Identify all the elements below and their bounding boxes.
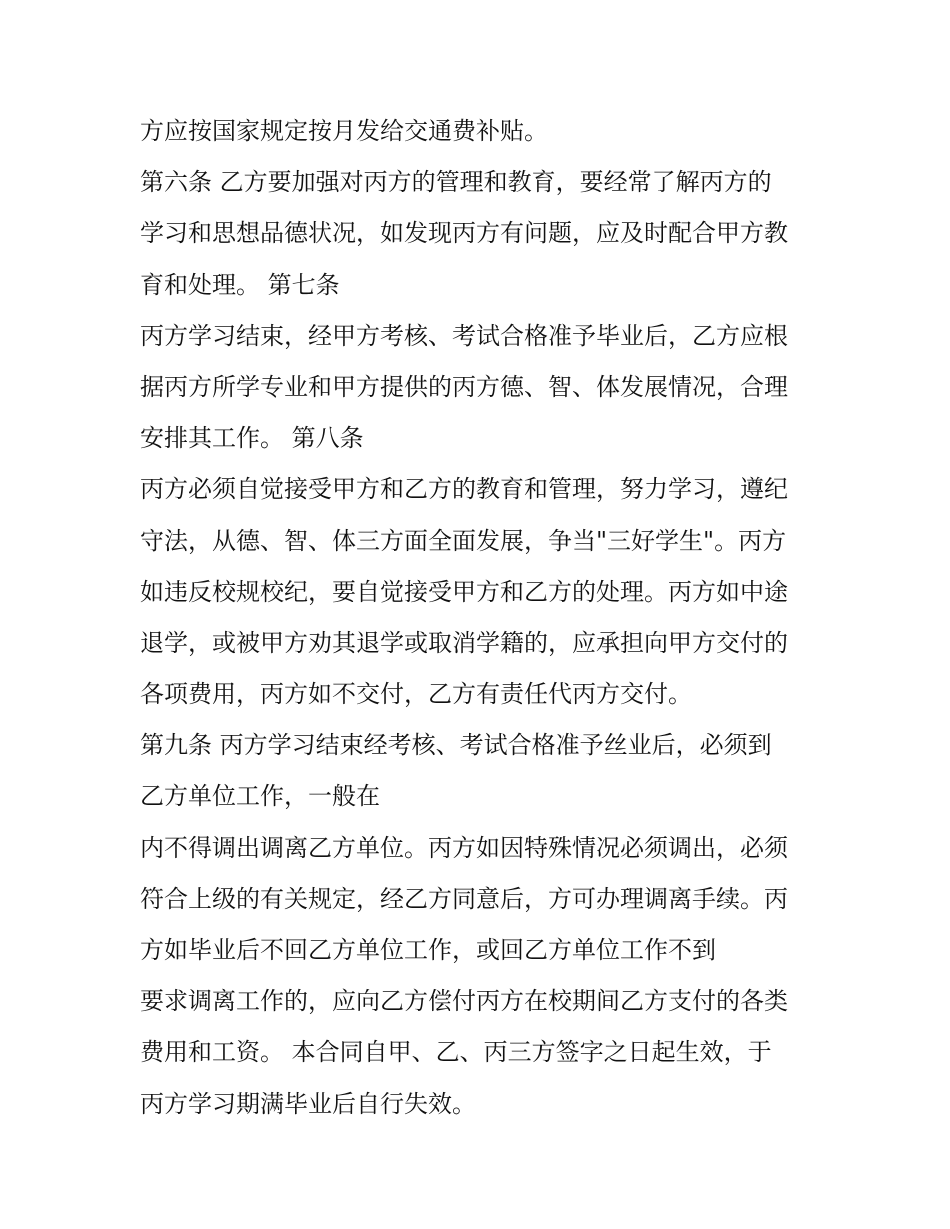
text-line: 丙方必须自觉接受甲方和乙方的教育和管理，努力学习，遵纪 bbox=[140, 475, 788, 504]
text-line: 要求调离工作的，应向乙方偿付丙方在校期间乙方支付的各类 bbox=[140, 987, 788, 1016]
text-line: 丙方学习期满毕业后自行失效。 bbox=[140, 1089, 476, 1118]
text-line: 据丙方所学专业和甲方提供的丙方德、智、体发展情况，合理 bbox=[140, 372, 788, 401]
text-line: 费用和工资。 本合同自甲、乙、丙三方签字之日起生效，于 bbox=[140, 1038, 772, 1067]
text-line: 第九条 丙方学习结束经考核、考试合格准予丝业后，必须到 bbox=[140, 731, 772, 760]
text-line: 退学，或被甲方劝其退学或取消学籍的，应承担向甲方交付的 bbox=[140, 628, 788, 657]
text-line: 内不得调出调离乙方单位。丙方如因特殊情况必须调出，必须 bbox=[140, 833, 788, 862]
text-line: 育和处理。 第七条 bbox=[140, 270, 340, 299]
contract-text bbox=[140, 109, 830, 1133]
text-line: 安排其工作。 第八条 bbox=[140, 424, 364, 453]
text-line: 符合上级的有关规定，经乙方同意后，方可办理调离手续。丙 bbox=[140, 884, 788, 913]
text-line: 第六条 乙方要加强对丙方的管理和教育，要经常了解丙方的 bbox=[140, 168, 772, 197]
text-line: 方应按国家规定按月发给交通费补贴。 bbox=[140, 117, 548, 145]
text-line: 学习和思想品德状况，如发现丙方有问题，应及时配合甲方教 bbox=[140, 219, 788, 248]
text-line: 各项费用，丙方如不交付，乙方有责任代丙方交付。 bbox=[140, 680, 692, 709]
text-line: 如违反校规校纪，要自觉接受甲方和乙方的处理。丙方如中途 bbox=[140, 577, 788, 606]
text-line: 方如毕业后不回乙方单位工作，或回乙方单位工作不到 bbox=[140, 936, 716, 964]
text-line: 丙方学习结束，经甲方考核、考试合格准予毕业后，乙方应根 bbox=[140, 321, 788, 350]
text-line: 守法，从德、智、体三方面全面发展，争当"三好学生"。丙方 bbox=[140, 526, 787, 555]
text-line: 乙方单位工作，一般在 bbox=[140, 782, 380, 811]
